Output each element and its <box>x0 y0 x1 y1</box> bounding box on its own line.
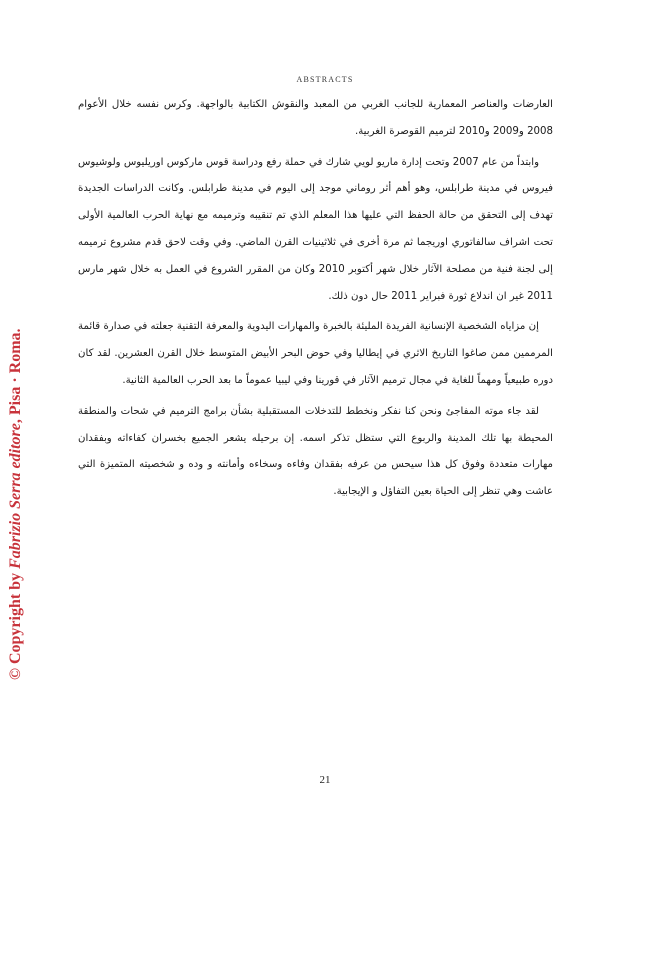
paragraph-4: لقد جاء موته المفاجئ ونحن كنا نفكر ونخطط للتدخلات المستقبلية بشأن برامج الترميم في شحات والمنطقة المحيطة بها تلك المدينة والربوع التي ستظل تذكر اسمه. إن برحيله يشعر الجميع بخسران كفاءاته وبفقدان مهارات متعددة وفوق كل هذا سيحس من عرفه بفقدان وفاءه وسخاءه وأمانته و وده و شخصيته المتميزة التي عاشت وهي تنظر إلى الحياة بعين التفاؤل و الإيجابية. <box>78 405 553 498</box>
copyright-suffix: , Pisa · Roma. <box>7 328 24 424</box>
copyright-notice <box>7 328 25 680</box>
running-header: ABSTRACTS <box>296 75 354 84</box>
paragraph-3: إن مزاياه الشخصية الإنسانية الفريدة المليئة بالخبرة والمهارات اليدوية والمعرفة التقنية جعلته في صدارة قائمة المرممين ممن صاغوا التاريخ الاثري في إيطاليا وفي حوض البحر الأبيض المتوسط خلال القرن العشرين. لقد كان دوره طبيعياً ومهماً للغاية في مجال ترميم الآثار في قورينا وفي ليبيا عموماً ما بعد الحرب العالمية الثانية. <box>78 321 553 386</box>
paragraph-1: العارضات والعناصر المعمارية للجانب الغربي من المعبد والنقوش الكتابية بالواجهة. وكرس نفسه خلال الأعوام 2008 و2009 و2010 لترميم القوصرة الغربية. <box>78 99 553 137</box>
copyright-prefix: © Copyright by <box>7 568 24 680</box>
paragraph-2: وابتداً من عام 2007 وتحت إدارة ماريو لويي شارك في حملة رفع ودراسة قوس ماركوس اوريليوس ولوشيوس فيروس في مدينة طرابلس، وهو أهم أثر روماني موجد إلى اليوم في مدينة طرابلس. وكانت الدراسات الجديدة تهدف إلى التحقق من حالة الحفظ التي عليها هذا المعلم الذي تم تنقيبه وترميمه مع نهاية الحرب العالمية الأولى تحت اشراف سالفاتوري اوريجما ثم مرة أخرى في ثلاثينيات القرن الماضي. وفي وقت لاحق قدم مشروع ترميمه إلى لجنة فنية من مصلحة الآثار خلال شهر أكتوبر 2010 وكان من المقرر الشروع في العمل به خلال شهر مارس 2011 غير ان اندلاع ثورة فبراير 2011 حال دون ذلك. <box>78 156 553 302</box>
page-number: 21 <box>319 774 331 786</box>
copyright-publisher: Fabrizio Serra editore <box>7 423 24 569</box>
article-body <box>78 92 553 510</box>
